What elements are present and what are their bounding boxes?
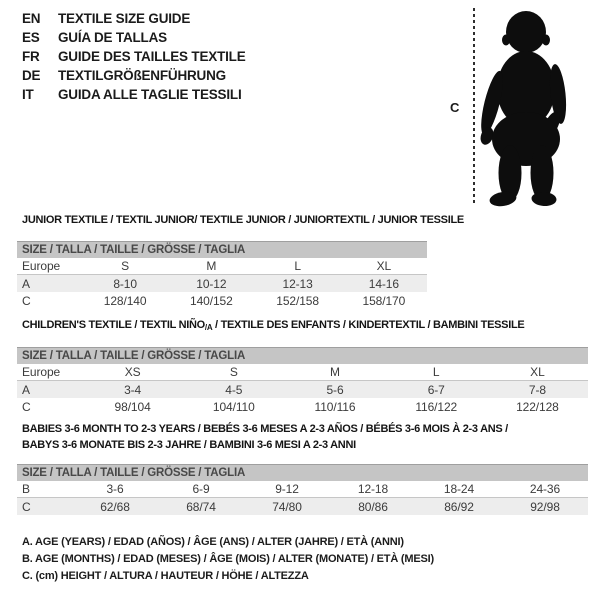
language-row	[22, 85, 246, 104]
table-cell: 116/122	[415, 399, 458, 414]
table-row	[17, 481, 588, 498]
table-cell: 74/80	[272, 499, 302, 514]
language-header	[22, 9, 246, 104]
table-cell: M	[330, 365, 340, 379]
table-cell: 122/128	[516, 399, 559, 414]
table-row	[17, 292, 427, 309]
table-cell: 3-4	[124, 382, 142, 397]
row-label: C	[22, 499, 31, 514]
table-cell: L	[432, 365, 440, 379]
table-cell: 110/116	[314, 399, 356, 414]
row-label: A	[22, 276, 30, 291]
table-cell: 86/92	[444, 499, 474, 514]
table-row	[17, 381, 588, 398]
table-cell: 6-7	[427, 382, 445, 397]
table-cell: 152/158	[276, 293, 319, 308]
legend-item-a: A. AGE (YEARS) / EDAD (AÑOS) / ÂGE (ANS) / ALTER (JAHRE) / ETÀ (ANNI)	[22, 536, 404, 548]
junior-section-title: JUNIOR TEXTILE / TEXTIL JUNIOR/ TEXTILE JUNIOR / JUNIORTEXTIL / JUNIOR TESSILE	[22, 214, 464, 226]
language-title: TEXTILE SIZE GUIDE	[58, 11, 191, 26]
table-cell: 18-24	[443, 482, 475, 496]
language-row	[22, 9, 246, 28]
table-cell: M	[206, 259, 217, 273]
table-cell: 6-9	[192, 482, 210, 496]
table-cell: 158/170	[362, 293, 406, 308]
size-header-label: SIZE / TALLA / TAILLE / GRÖSSE / TAGLIA	[22, 350, 246, 362]
table-cell: 128/140	[103, 293, 147, 308]
table-cell: L	[294, 259, 301, 273]
table-row	[17, 398, 588, 415]
legend-item-c: C. (cm) HEIGHT / ALTURA / HAUTEUR / HÖHE / ALTEZZA	[22, 570, 309, 582]
children-title-suffix: / TEXTILE DES ENFANTS / KINDERTEXTIL / BAMBINI TESSILE	[212, 319, 525, 331]
size-header-label: SIZE / TALLA / TAILLE / GRÖSSE / TAGLIA	[22, 467, 246, 479]
table-cell: 10-12	[196, 276, 227, 291]
row-label: B	[22, 482, 30, 496]
language-row	[22, 66, 246, 85]
table-cell: 140/152	[190, 293, 233, 308]
language-title: TEXTILGRÖßENFÜHRUNG	[58, 68, 226, 83]
table-cell: 7-8	[528, 382, 546, 397]
row-label: Europe	[22, 259, 61, 273]
table-row	[17, 498, 588, 515]
children-title-prefix: CHILDREN'S TEXTILE / TEXTIL NIÑO	[22, 319, 205, 331]
row-label: A	[22, 382, 30, 397]
language-code: ES	[22, 30, 40, 45]
height-measure-label: C	[450, 100, 460, 115]
table-cell: S	[121, 259, 130, 273]
language-code: FR	[22, 49, 40, 64]
row-label: Europe	[22, 365, 61, 379]
language-row	[22, 47, 246, 66]
language-row	[22, 28, 246, 47]
table-cell: S	[229, 365, 238, 379]
table-cell: 9-12	[275, 482, 299, 496]
height-dotted-line	[473, 8, 475, 206]
language-title: GUÍA DE TALLAS	[58, 30, 167, 45]
table-cell: 80/86	[358, 499, 388, 514]
table-cell: 98/104	[114, 399, 151, 414]
table-cell: 68/74	[186, 499, 216, 514]
language-code: IT	[22, 87, 34, 102]
size-header-label: SIZE / TALLA / TAILLE / GRÖSSE / TAGLIA	[22, 244, 246, 256]
table-cell: 92/98	[530, 499, 560, 514]
table-cell: 3-6	[106, 482, 124, 496]
babies-section-title-line2: BABYS 3-6 MONATE BIS 2-3 JAHRE / BAMBINI 3-6 MESI A 2-3 ANNI	[22, 439, 356, 451]
children-size-table	[17, 347, 588, 415]
babies-size-table	[17, 464, 588, 515]
table-cell: 12-13	[282, 276, 313, 291]
children-title-subscript: /A	[204, 323, 213, 332]
table-cell: 14-16	[368, 276, 399, 291]
table-cell: 8-10	[113, 276, 137, 291]
language-code: DE	[22, 68, 41, 83]
language-code: EN	[22, 11, 41, 26]
babies-section-title-line1: BABIES 3-6 MONTH TO 2-3 YEARS / BEBÉS 3-6 MESES A 2-3 AÑOS / BÉBÉS 3-6 MOIS À 2-3 ANS /	[22, 423, 508, 435]
table-cell: XL	[376, 259, 392, 273]
size-header-bar	[17, 347, 588, 364]
row-label: C	[22, 399, 31, 414]
table-cell: XS	[124, 365, 141, 379]
table-cell: 12-18	[357, 482, 389, 496]
junior-size-table	[17, 241, 427, 309]
measurement-legend	[22, 534, 434, 585]
children-section-title	[22, 319, 524, 332]
baby-silhouette-icon	[478, 6, 570, 208]
table-row	[17, 275, 427, 292]
language-title: GUIDA ALLE TAGLIE TESSILI	[58, 87, 242, 102]
size-header-bar	[17, 241, 427, 258]
table-row	[17, 258, 427, 275]
size-header-bar	[17, 464, 588, 481]
table-cell: 104/110	[212, 399, 255, 414]
table-cell: 24-36	[529, 482, 561, 496]
language-title: GUIDE DES TAILLES TEXTILE	[58, 49, 246, 64]
table-cell: 62/68	[100, 499, 130, 514]
legend-item-b: B. AGE (MONTHS) / EDAD (MESES) / ÂGE (MOIS) / ALTER (MONATE) / ETÀ (MESI)	[22, 553, 434, 565]
table-cell: XL	[530, 365, 545, 379]
table-row	[17, 364, 588, 381]
table-cell: 5-6	[326, 382, 344, 397]
table-cell: 4-5	[225, 382, 243, 397]
row-label: C	[22, 293, 31, 308]
